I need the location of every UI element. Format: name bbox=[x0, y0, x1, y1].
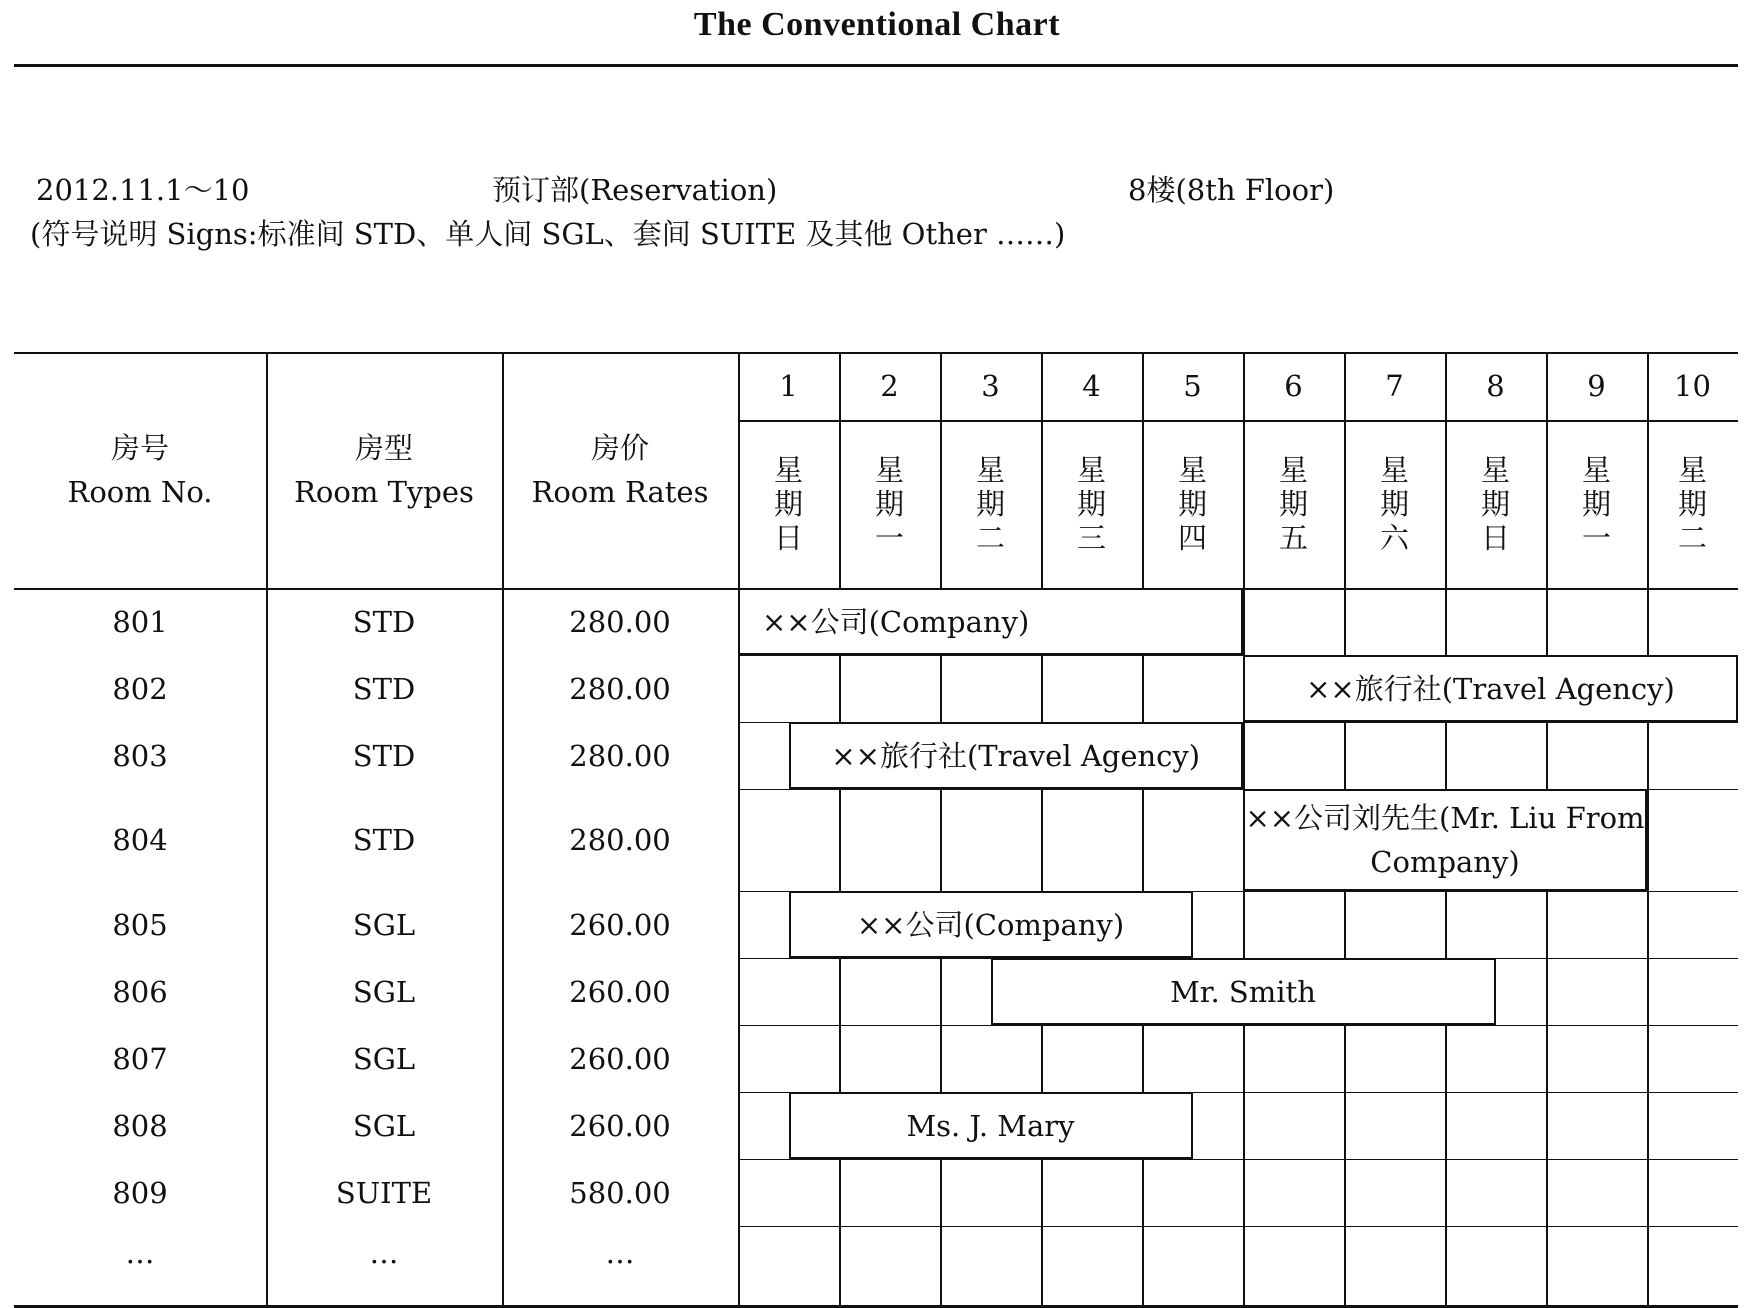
weekday-char: 六 bbox=[1379, 521, 1409, 555]
weekday-char: 星 bbox=[975, 453, 1005, 487]
booking-bar[interactable]: Mr. Smith bbox=[991, 958, 1496, 1025]
room-type: STD bbox=[352, 823, 416, 857]
weekday-char: 星 bbox=[1677, 453, 1707, 487]
room-type: STD bbox=[352, 671, 416, 706]
row-separator bbox=[738, 1226, 1738, 1227]
weekday-char: 星 bbox=[1581, 453, 1611, 487]
room-type: SGL bbox=[352, 1108, 416, 1143]
signs-note: (符号说明 Signs:标准间 STD、单人间 SGL、套间 SUITE 及其他 Other ……) bbox=[30, 217, 1066, 251]
day-number: 1 bbox=[779, 369, 798, 403]
weekday-char: 星 bbox=[1278, 453, 1308, 487]
room-number: 809 bbox=[112, 1175, 168, 1210]
weekday-label bbox=[839, 420, 940, 588]
day-divider bbox=[940, 352, 942, 1305]
weekday-char: 日 bbox=[1480, 521, 1510, 555]
booking-bar[interactable]: Ms. J. Mary bbox=[789, 1092, 1193, 1159]
weekday-char: 期 bbox=[1480, 487, 1510, 521]
weekday-char: 期 bbox=[1581, 487, 1611, 521]
room-no-header-en: Room No. bbox=[67, 475, 213, 509]
weekday-char: 星 bbox=[1076, 453, 1106, 487]
weekday-char: 期 bbox=[1379, 487, 1409, 521]
room-type: STD bbox=[352, 604, 416, 639]
weekday-char: 期 bbox=[773, 487, 803, 521]
weekday-label bbox=[1445, 420, 1546, 588]
weekday-char: 星 bbox=[1177, 453, 1207, 487]
weekday-label bbox=[1546, 420, 1647, 588]
weekday-label bbox=[1344, 420, 1445, 588]
weekday-char: 期 bbox=[975, 487, 1005, 521]
header-top-line bbox=[14, 352, 1738, 354]
day-number: 4 bbox=[1082, 369, 1101, 403]
weekday-char: 二 bbox=[1677, 521, 1707, 555]
department-label: 预订部(Reservation) bbox=[492, 173, 778, 207]
room-rate: 280.00 bbox=[569, 823, 671, 857]
day-divider bbox=[1647, 352, 1649, 1305]
room-number: 802 bbox=[112, 671, 168, 706]
day-number: 9 bbox=[1587, 369, 1606, 403]
day-number: 10 bbox=[1674, 369, 1711, 403]
room-type: STD bbox=[352, 738, 416, 773]
room-type: SGL bbox=[352, 1041, 416, 1076]
room-rate: 260.00 bbox=[569, 1108, 671, 1143]
room-rate: 260.00 bbox=[569, 1041, 671, 1076]
room-no-header bbox=[14, 352, 266, 588]
weekday-char: 日 bbox=[773, 521, 803, 555]
room-number: 807 bbox=[112, 1041, 168, 1076]
room-number: 806 bbox=[112, 974, 168, 1009]
room-type: … bbox=[369, 1236, 399, 1270]
weekday-char: 五 bbox=[1278, 521, 1308, 555]
room-number: 805 bbox=[112, 907, 168, 942]
floor-label: 8楼(8th Floor) bbox=[1128, 173, 1335, 207]
day-number: 8 bbox=[1486, 369, 1505, 403]
day-number: 2 bbox=[880, 369, 899, 403]
room-number: … bbox=[125, 1236, 155, 1270]
booking-bar[interactable]: ××公司(Company) bbox=[789, 891, 1193, 958]
room-type-header bbox=[266, 352, 502, 588]
column-divider bbox=[502, 352, 504, 1305]
day-number: 5 bbox=[1183, 369, 1202, 403]
room-rate: 260.00 bbox=[569, 907, 671, 942]
room-rate-header-en: Room Rates bbox=[531, 475, 709, 509]
room-no-header-cn: 房号 bbox=[110, 431, 169, 465]
weekday-char: 三 bbox=[1076, 521, 1106, 555]
room-rate: 280.00 bbox=[569, 738, 671, 773]
weekday-char: 一 bbox=[874, 521, 904, 555]
weekday-char: 期 bbox=[1076, 487, 1106, 521]
weekday-char: 期 bbox=[1677, 487, 1707, 521]
header-mid-line bbox=[738, 420, 1738, 422]
page-title: The Conventional Chart bbox=[693, 6, 1061, 43]
day-number: 7 bbox=[1385, 369, 1404, 403]
booking-bar[interactable]: ××公司(Company) bbox=[738, 588, 1243, 655]
booking-bar[interactable]: ××公司刘先生(Mr. Liu From Company) bbox=[1243, 789, 1647, 891]
room-rate: 580.00 bbox=[569, 1175, 671, 1210]
title-rule bbox=[14, 64, 1738, 67]
weekday-char: 期 bbox=[874, 487, 904, 521]
weekday-char: 四 bbox=[1177, 521, 1207, 555]
weekday-label bbox=[1243, 420, 1344, 588]
booking-bar[interactable]: ××旅行社(Travel Agency) bbox=[789, 722, 1244, 789]
weekday-char: 二 bbox=[975, 521, 1005, 555]
room-rate: 280.00 bbox=[569, 604, 671, 639]
room-number: 801 bbox=[112, 604, 168, 639]
weekday-label bbox=[1041, 420, 1142, 588]
room-type-header-en: Room Types bbox=[294, 475, 474, 509]
room-rate: … bbox=[605, 1236, 635, 1270]
room-type: SUITE bbox=[335, 1175, 433, 1210]
weekday-char: 一 bbox=[1581, 521, 1611, 555]
room-rate-header-cn: 房价 bbox=[590, 431, 649, 465]
row-separator bbox=[738, 1159, 1738, 1160]
room-type: SGL bbox=[352, 907, 416, 942]
weekday-char: 星 bbox=[874, 453, 904, 487]
day-number: 3 bbox=[981, 369, 1000, 403]
room-type: SGL bbox=[352, 974, 416, 1009]
weekday-label bbox=[940, 420, 1041, 588]
room-number: 804 bbox=[112, 823, 168, 857]
room-number: 808 bbox=[112, 1108, 168, 1143]
weekday-label bbox=[738, 420, 839, 588]
row-separator bbox=[738, 1025, 1738, 1026]
room-rate-header bbox=[502, 352, 738, 588]
weekday-char: 星 bbox=[773, 453, 803, 487]
day-number: 6 bbox=[1284, 369, 1303, 403]
booking-bar[interactable]: ××旅行社(Travel Agency) bbox=[1243, 655, 1738, 722]
weekday-label bbox=[1142, 420, 1243, 588]
weekday-label bbox=[1647, 420, 1738, 588]
room-rate: 260.00 bbox=[569, 974, 671, 1009]
room-type-header-cn: 房型 bbox=[354, 431, 413, 465]
weekday-char: 期 bbox=[1278, 487, 1308, 521]
day-divider bbox=[839, 352, 841, 1305]
weekday-char: 星 bbox=[1379, 453, 1409, 487]
weekday-char: 期 bbox=[1177, 487, 1207, 521]
date-range: 2012.11.1～10 bbox=[36, 173, 250, 207]
room-rate: 280.00 bbox=[569, 671, 671, 706]
weekday-char: 星 bbox=[1480, 453, 1510, 487]
day-divider bbox=[1041, 352, 1043, 1305]
column-divider bbox=[266, 352, 268, 1305]
column-divider bbox=[738, 352, 740, 1305]
room-number: 803 bbox=[112, 738, 168, 773]
day-divider bbox=[1142, 352, 1144, 1305]
